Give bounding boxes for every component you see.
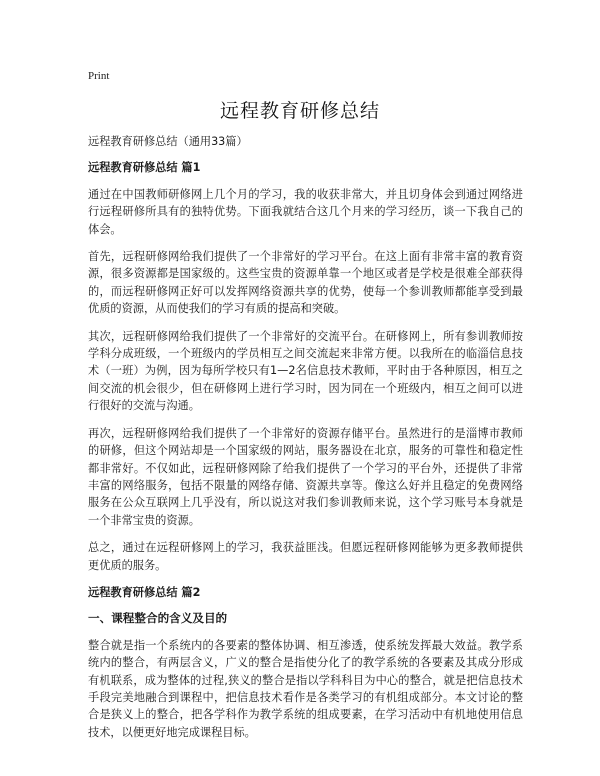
- sub-heading: 一、课程整合的含义及目的: [88, 611, 228, 626]
- paragraph: 首先，远程研修网给我们提供了一个非常好的学习平台。在这上面有非常丰富的教育资源，很多资源都是国家级的。这些宝贵的资源单靠一个地区或者是学校是很难全部获得的，而远程研修网正好可以发挥网络资源共享的优势，使每一个参训教师都能享受到最优质的资源，从而使我们的学习有质的提高和突破。: [88, 250, 523, 316]
- page-title: 远程教育研修总结: [219, 100, 380, 122]
- paragraph: 总之，通过在远程研修网上的学习，我获益匪浅。但愿远程研修网能够为更多教师提供更优质的服务。: [88, 541, 523, 572]
- section-heading: 远程教育研修总结 篇2: [88, 585, 201, 599]
- paragraph: 通过在中国教师研修网上几个月的学习，我的收获非常大，并且切身体会到通过网络进行远程研修所具有的独特优势。下面我就结合这几个月来的学习经历，谈一下我自己的体会。: [88, 187, 523, 236]
- section-heading: 远程教育研修总结 篇1: [88, 161, 201, 175]
- paragraph: 整合就是指一个系统内的各要素的整体协调、相互渗透，使系统发挥最大效益。教学系统内的整合，有两层含义，广义的整合是指使分化了的教学系统的各要素及其成分形成有机联系，成为整体的过程,狭义的整合是指以学科科目为中心的整合，就是把信息技术手段完美地融合到课程中，把信息技术看作是各类学习的有机组成部分。本文讨论的整合是狭义上的整合，把各学科作为教学系统的组成要素，在学习活动中有机地使用信息技术，以便更好地完成课程目标。: [88, 638, 523, 739]
- paragraph: 再次，远程研修网给我们提供了一个非常好的资源存储平台。虽然进行的是淄博市教师的研修，但这个网站却是一个国家级的网站，服务器设在北京，服务的可靠性和稳定性都非常好。不仅如此，远程研修网除了给我们提供了一个学习的平台外，还提供了非常丰富的网络服务，包括不限量的网络存储、资源共享等。像这么好并且稳定的免费网络服务在公众互联网上几乎没有，所以说这对我们参训教师来说，这个学习账号本身就是一个非常宝贵的资源。: [88, 426, 523, 527]
- document-subtitle: 远程教育研修总结（通用33篇）: [88, 135, 248, 148]
- print-label: Print: [88, 70, 110, 82]
- paragraph: 其次，远程研修网给我们提供了一个非常好的交流平台。在研修网上，所有参训教师按学科分成班级，一个班级内的学员相互之间交流起来非常方便。以我所在的临淄信息技术（一班）为例，因为每所学校只有1—2名信息技术教师，平时由于各种原因，相互之间交流的机会很少，但在研修网上进行学习时，因为同在一个班级内，相互之间可以进行很好的交流与沟通。: [88, 329, 523, 413]
- document-body: [88, 133, 523, 751]
